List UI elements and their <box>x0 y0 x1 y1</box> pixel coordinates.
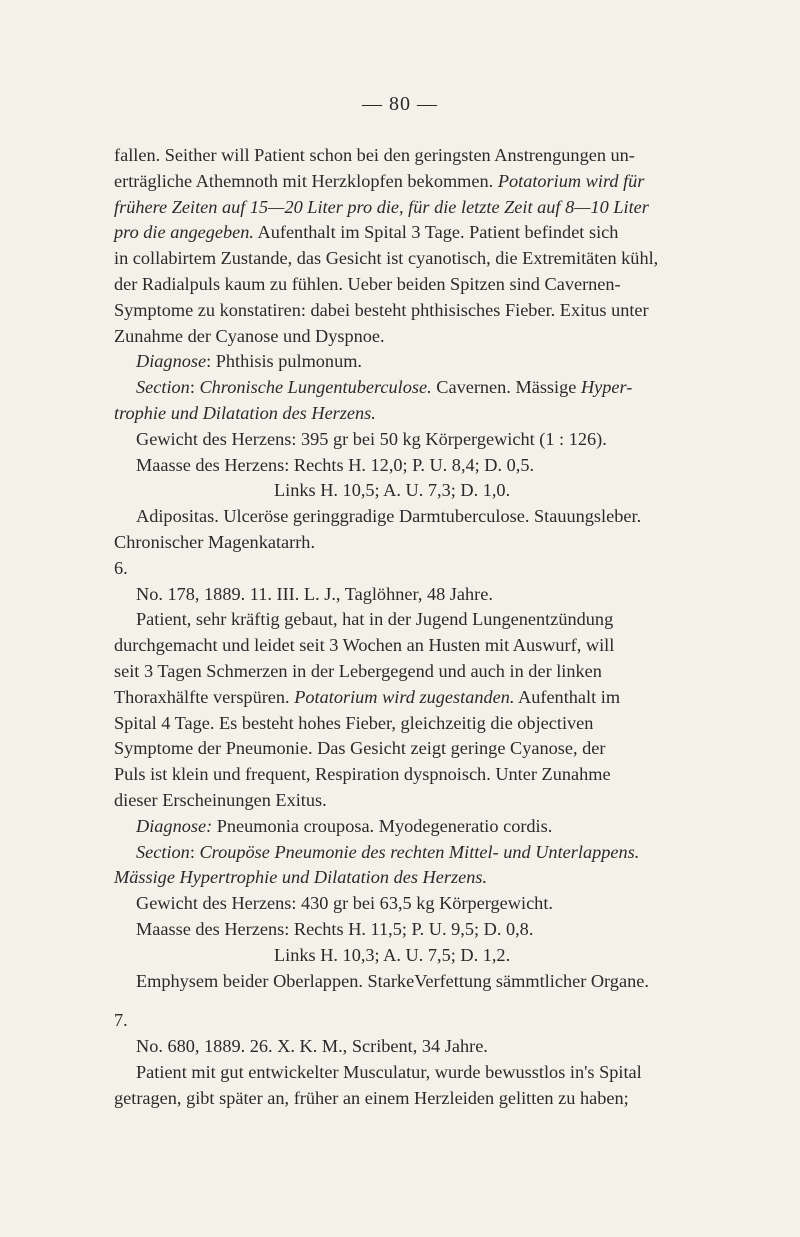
section-line: Section: Chronische Lungentuberculose. Cavernen. Mässige Hyper- <box>136 377 633 398</box>
text-line: Links H. 10,3; A. U. 7,5; D. 1,2. <box>274 944 511 965</box>
diagnose-line: Diagnose: Pneumonia crouposa. Myodegeneratio cordis. <box>136 815 553 836</box>
text-line: Mässige Hypertrophie und Dilatation des Herzens. <box>114 867 488 888</box>
text-line: in collabirtem Zustande, das Gesicht ist cyanotisch, die Extremitäten kühl, <box>114 248 659 269</box>
text-line: Gewicht des Herzens: 430 gr bei 63,5 kg Körpergewicht. <box>136 893 553 914</box>
text-line: Maasse des Herzens: Rechts H. 11,5; P. U. 9,5; D. 0,8. <box>136 918 534 939</box>
text-line: pro die angegeben. Aufenthalt im Spital 3 Tage. Patient befindet sich <box>114 222 619 243</box>
text-line: Symptome der Pneumonie. Das Gesicht zeigt geringe Cyanose, der <box>114 738 606 759</box>
case-number: 6. <box>114 557 128 578</box>
text-line: erträgliche Athemnoth mit Herzklopfen bekommen. Potatorium wird für <box>114 170 645 191</box>
text-line: trophie und Dilatation des Herzens. <box>114 402 376 423</box>
text-line: Symptome zu konstatiren: dabei besteht phthisisches Fieber. Exitus unter <box>114 299 649 320</box>
text-line: Maasse des Herzens: Rechts H. 12,0; P. U. 8,4; D. 0,5. <box>136 454 535 475</box>
text-line: der Radialpuls kaum zu fühlen. Ueber beiden Spitzen sind Cavernen- <box>114 273 621 294</box>
text-line: getragen, gibt später an, früher an einem Herzleiden gelitten zu haben; <box>114 1087 629 1108</box>
text-line: Puls ist klein und frequent, Respiration dyspnoisch. Unter Zunahme <box>114 764 611 785</box>
text-line: frühere Zeiten auf 15—20 Liter pro die, für die letzte Zeit auf 8—10 Liter <box>114 196 649 217</box>
case-header: No. 178, 1889. 11. III. L. J., Taglöhner, 48 Jahre. <box>136 583 493 604</box>
text-line: Gewicht des Herzens: 395 gr bei 50 kg Körpergewicht (1 : 126). <box>136 428 607 449</box>
section-line: Section: Croupöse Pneumonie des rechten Mittel- und Unterlappens. <box>136 841 640 862</box>
case-number: 7. <box>114 1010 128 1031</box>
diagnose-line: Diagnose: Phthisis pulmonum. <box>136 351 363 372</box>
body-text <box>114 143 698 1111</box>
text-line: Patient mit gut entwickelter Musculatur, wurde bewusstlos in's Spital <box>136 1061 642 1082</box>
case-header: No. 680, 1889. 26. X. K. M., Scribent, 34 Jahre. <box>136 1036 488 1057</box>
text-line: Adipositas. Ulceröse geringgradige Darmtuberculose. Stauungsleber. <box>136 506 642 527</box>
text-line: Patient, sehr kräftig gebaut, hat in der Jugend Lungenentzündung <box>136 609 614 630</box>
text-line: Thoraxhälfte verspüren. Potatorium wird zugestanden. Aufenthalt im <box>114 686 621 707</box>
text-line: Zunahme der Cyanose und Dyspnoe. <box>114 325 385 346</box>
text-line: Links H. 10,5; A. U. 7,3; D. 1,0. <box>274 480 511 501</box>
text-line: dieser Erscheinungen Exitus. <box>114 789 327 810</box>
text-line: durchgemacht und leidet seit 3 Wochen an Husten mit Auswurf, will <box>114 635 615 656</box>
text-line: seit 3 Tagen Schmerzen in der Lebergegend und auch in der linken <box>114 660 602 681</box>
text-line: Spital 4 Tage. Es besteht hohes Fieber, gleichzeitig die objectiven <box>114 712 594 733</box>
text-line: Chronischer Magenkatarrh. <box>114 531 316 552</box>
text-line: Emphysem beider Oberlappen. StarkeVerfettung sämmtlicher Organe. <box>136 970 649 991</box>
page-number: — 80 — <box>362 93 438 115</box>
text-line: fallen. Seither will Patient schon bei den geringsten Anstrengungen un- <box>114 145 635 165</box>
